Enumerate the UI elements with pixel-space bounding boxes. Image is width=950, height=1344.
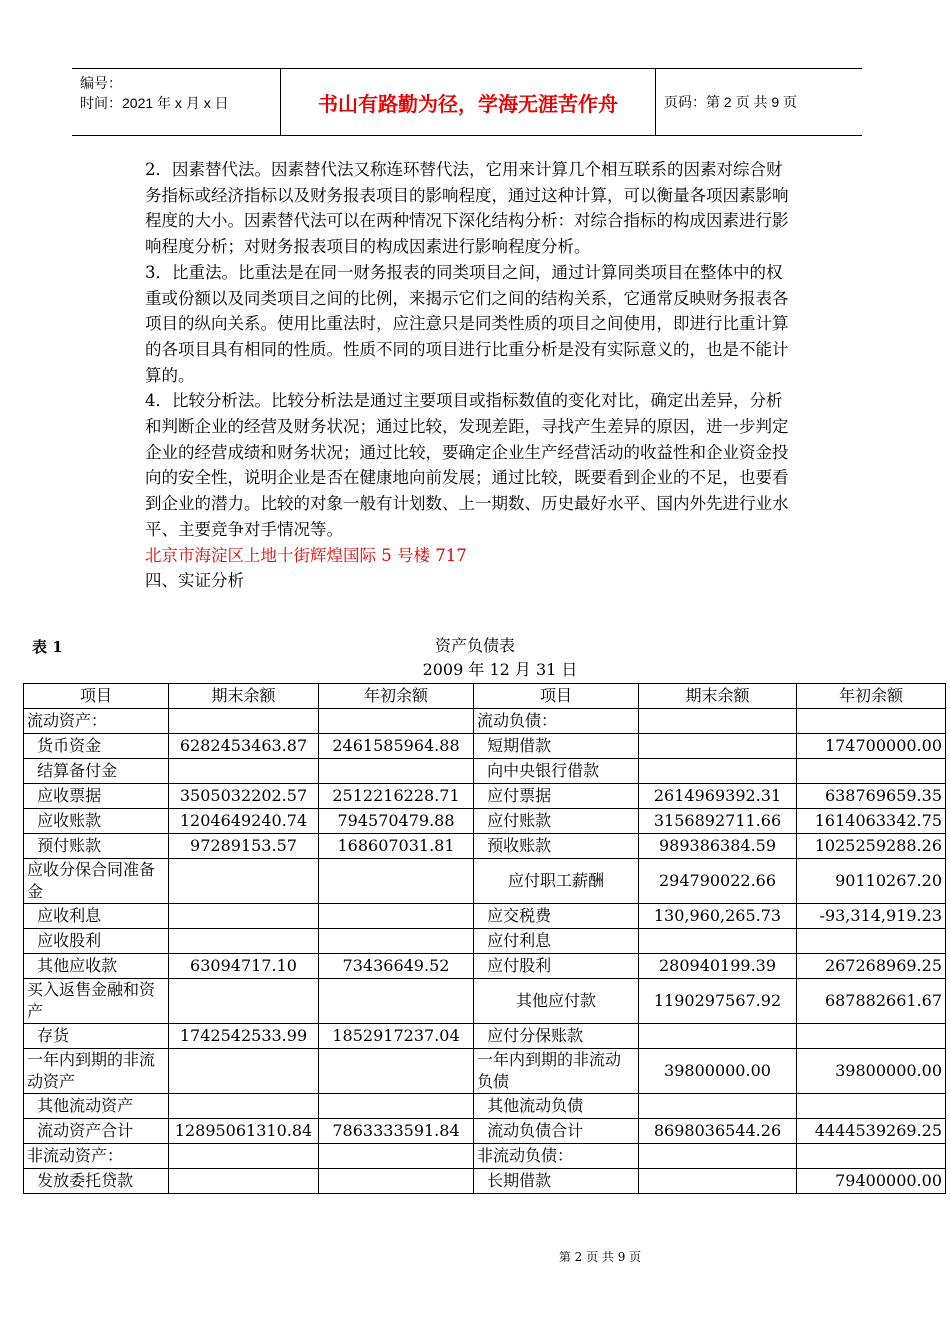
row-label-cell: 买入返售金融和资产 <box>24 979 169 1024</box>
amount-cell: 1742542533.99 <box>169 1024 319 1049</box>
amount-cell: 3505032202.57 <box>169 784 319 809</box>
table-body <box>24 709 946 1194</box>
table-row <box>24 1144 946 1169</box>
amount-cell: 1190297567.92 <box>639 979 797 1024</box>
amount-cell <box>169 929 319 954</box>
table-row <box>24 1049 946 1094</box>
amount-cell: 39800000.00 <box>797 1049 946 1094</box>
row-label-cell: 发放委托贷款 <box>24 1169 169 1194</box>
row-label-cell: 短期借款 <box>474 734 639 759</box>
row-label-cell: 预收账款 <box>474 834 639 859</box>
row-label-cell: 应收分保合同准备金 <box>24 859 169 904</box>
table-row <box>24 1119 946 1144</box>
table-row <box>24 954 946 979</box>
row-label-cell: 流动资产合计 <box>24 1119 169 1144</box>
paragraph-proportion-method: 3．比重法。比重法是在同一财务报表的同类项目之间，通过计算同类项目在整体中的权重或份额以及同类项目之间的比例，来揭示它们之间的结构关系，它通常反映财务报表各项目的纵向关系。使用比重法时，应注意只是同类性质的项目之间使用，即进行比重计算的各项目具有相同的性质。性质不同的项目进行比重分析是没有实际意义的，也是不能计算的。 <box>145 262 789 385</box>
page-footer: 第 2 页 共 9 页 <box>558 1250 642 1264</box>
row-label-cell: 流动负债合计 <box>474 1119 639 1144</box>
amount-cell <box>639 1144 797 1169</box>
amount-cell <box>797 709 946 734</box>
amount-cell: 794570479.88 <box>319 809 474 834</box>
table-row <box>24 904 946 929</box>
column-header: 项目 <box>474 684 639 709</box>
row-label-cell: 流动资产： <box>24 709 169 734</box>
amount-cell <box>169 709 319 734</box>
amount-cell: 989386384.59 <box>639 834 797 859</box>
amount-cell: 267268969.25 <box>797 954 946 979</box>
amount-cell: 294790022.66 <box>639 859 797 904</box>
amount-cell: 174700000.00 <box>797 734 946 759</box>
row-label-cell: 其他流动资产 <box>24 1094 169 1119</box>
amount-cell <box>639 1094 797 1119</box>
amount-cell <box>797 1144 946 1169</box>
amount-cell <box>169 759 319 784</box>
row-label-cell: 应收票据 <box>24 784 169 809</box>
row-label-cell: 应付分保账款 <box>474 1024 639 1049</box>
amount-cell: 2461585964.88 <box>319 734 474 759</box>
amount-cell: 168607031.81 <box>319 834 474 859</box>
column-header: 期末余额 <box>639 684 797 709</box>
amount-cell: 90110267.20 <box>797 859 946 904</box>
amount-cell: 12895061310.84 <box>169 1119 319 1144</box>
amount-cell <box>639 759 797 784</box>
row-label-cell: 货币资金 <box>24 734 169 759</box>
amount-cell: 73436649.52 <box>319 954 474 979</box>
column-header: 年初余额 <box>319 684 474 709</box>
amount-cell <box>797 929 946 954</box>
table-title: 资产负债表 <box>434 636 515 655</box>
amount-cell: 2614969392.31 <box>639 784 797 809</box>
row-label-cell: 向中央银行借款 <box>474 759 639 784</box>
row-label-cell: 应付票据 <box>474 784 639 809</box>
row-label-cell: 应付利息 <box>474 929 639 954</box>
table-row <box>24 929 946 954</box>
row-label-cell: 应付股利 <box>474 954 639 979</box>
table-row <box>24 809 946 834</box>
amount-cell <box>319 859 474 904</box>
amount-cell <box>797 1094 946 1119</box>
amount-cell <box>319 979 474 1024</box>
row-label-cell: 其他应收款 <box>24 954 169 979</box>
row-label-cell: 应收利息 <box>24 904 169 929</box>
table-row <box>24 979 946 1024</box>
table-header-row <box>24 684 946 709</box>
header-page-info: 页码：第 2 页 共 9 页 <box>664 94 798 110</box>
row-label-cell: 结算备付金 <box>24 759 169 784</box>
row-label-cell: 长期借款 <box>474 1169 639 1194</box>
row-label-cell: 其他应付款 <box>474 979 639 1024</box>
address-line: 北京市海淀区上地十街辉煌国际 5 号楼 717 <box>145 545 467 565</box>
column-header: 年初余额 <box>797 684 946 709</box>
amount-cell <box>319 904 474 929</box>
amount-cell <box>319 1144 474 1169</box>
column-header: 期末余额 <box>169 684 319 709</box>
row-label-cell: 应收股利 <box>24 929 169 954</box>
amount-cell <box>169 859 319 904</box>
amount-cell: 39800000.00 <box>639 1049 797 1094</box>
row-label-cell: 应付职工薪酬 <box>474 859 639 904</box>
row-label-cell: 预付账款 <box>24 834 169 859</box>
amount-cell <box>319 709 474 734</box>
table-row <box>24 1169 946 1194</box>
header-meta <box>72 69 281 135</box>
row-label-cell: 应交税费 <box>474 904 639 929</box>
amount-cell <box>319 1169 474 1194</box>
body-text <box>145 157 795 594</box>
table-row <box>24 734 946 759</box>
amount-cell <box>169 1144 319 1169</box>
balance-sheet-table <box>23 683 946 1194</box>
amount-cell: 7863333591.84 <box>319 1119 474 1144</box>
amount-cell: 638769659.35 <box>797 784 946 809</box>
row-label-cell: 其他流动负债 <box>474 1094 639 1119</box>
table-date: 2009 年 12 月 31 日 <box>422 660 578 679</box>
table-row <box>24 709 946 734</box>
amount-cell <box>319 1049 474 1094</box>
header-motto: 书山有路勤为径，学海无涯苦作舟 <box>281 69 656 135</box>
amount-cell <box>319 929 474 954</box>
amount-cell: 1204649240.74 <box>169 809 319 834</box>
amount-cell <box>169 1169 319 1194</box>
amount-cell: 1852917237.04 <box>319 1024 474 1049</box>
table-row <box>24 1094 946 1119</box>
table-row <box>24 1024 946 1049</box>
amount-cell <box>169 1049 319 1094</box>
table-row <box>24 859 946 904</box>
row-label-cell: 流动负债： <box>474 709 639 734</box>
amount-cell <box>639 709 797 734</box>
amount-cell: 4444539269.25 <box>797 1119 946 1144</box>
amount-cell: 8698036544.26 <box>639 1119 797 1144</box>
amount-cell: 130,960,265.73 <box>639 904 797 929</box>
amount-cell: 97289153.57 <box>169 834 319 859</box>
amount-cell: 1614063342.75 <box>797 809 946 834</box>
amount-cell <box>169 1094 319 1119</box>
row-label-cell: 一年内到期的非流动资产 <box>24 1049 169 1094</box>
row-label-cell: 应收账款 <box>24 809 169 834</box>
amount-cell <box>639 929 797 954</box>
amount-cell: 2512216228.71 <box>319 784 474 809</box>
amount-cell <box>639 1024 797 1049</box>
amount-cell <box>169 904 319 929</box>
row-label-cell: 非流动资产： <box>24 1144 169 1169</box>
amount-cell <box>169 979 319 1024</box>
row-label-cell: 存货 <box>24 1024 169 1049</box>
paragraph-factor-substitution: 2．因素替代法。因素替代法又称连环替代法，它用来计算几个相互联系的因素对综合财务指标或经济指标以及财务报表项目的影响程度，通过这种计算，可以衡量各项因素影响程度的大小。因素替代法可以在两种情况下深化结构分析：对综合指标的构成因素进行影响程度分析；对财务报表项目的构成因素进行影响程度分析。 <box>145 160 789 257</box>
page-header <box>72 68 862 136</box>
amount-cell <box>319 1094 474 1119</box>
amount-cell: 6282453463.87 <box>169 734 319 759</box>
amount-cell: 79400000.00 <box>797 1169 946 1194</box>
amount-cell <box>797 759 946 784</box>
table-label: 表 1 <box>32 638 63 656</box>
amount-cell <box>319 759 474 784</box>
column-header: 项目 <box>24 684 169 709</box>
amount-cell: 280940199.39 <box>639 954 797 979</box>
amount-cell: 63094717.10 <box>169 954 319 979</box>
table-row <box>24 784 946 809</box>
row-label-cell: 一年内到期的非流动负债 <box>474 1049 639 1094</box>
amount-cell: 687882661.67 <box>797 979 946 1024</box>
paragraph-comparative-analysis: 4．比较分析法。比较分析法是通过主要项目或指标数值的变化对比，确定出差异，分析和判断企业的经营及财务状况；通过比较，发现差距，寻找产生差异的原因，进一步判定企业的经营成绩和财务状况；通过比较，要确定企业生产经营活动的收益性和企业资金投向的安全性，说明企业是否在健康地向前发展；通过比较，既要看到企业的不足，也要看到企业的潜力。比较的对象一般有计划数、上一期数、历史最好水平、国内外先进行业水平、主要竞争对手情况等。 <box>145 391 789 539</box>
table-row <box>24 759 946 784</box>
document-number-label: 编号： <box>80 75 122 91</box>
amount-cell: 3156892711.66 <box>639 809 797 834</box>
amount-cell: 1025259288.26 <box>797 834 946 859</box>
section-heading: 四、实证分析 <box>145 571 244 591</box>
amount-cell: -93,314,919.23 <box>797 904 946 929</box>
document-time: 时间：2021 年 x 月 x 日 <box>80 95 229 111</box>
row-label-cell: 应付账款 <box>474 809 639 834</box>
table-row <box>24 834 946 859</box>
amount-cell <box>639 734 797 759</box>
amount-cell <box>639 1169 797 1194</box>
row-label-cell: 非流动负债： <box>474 1144 639 1169</box>
amount-cell <box>797 1024 946 1049</box>
